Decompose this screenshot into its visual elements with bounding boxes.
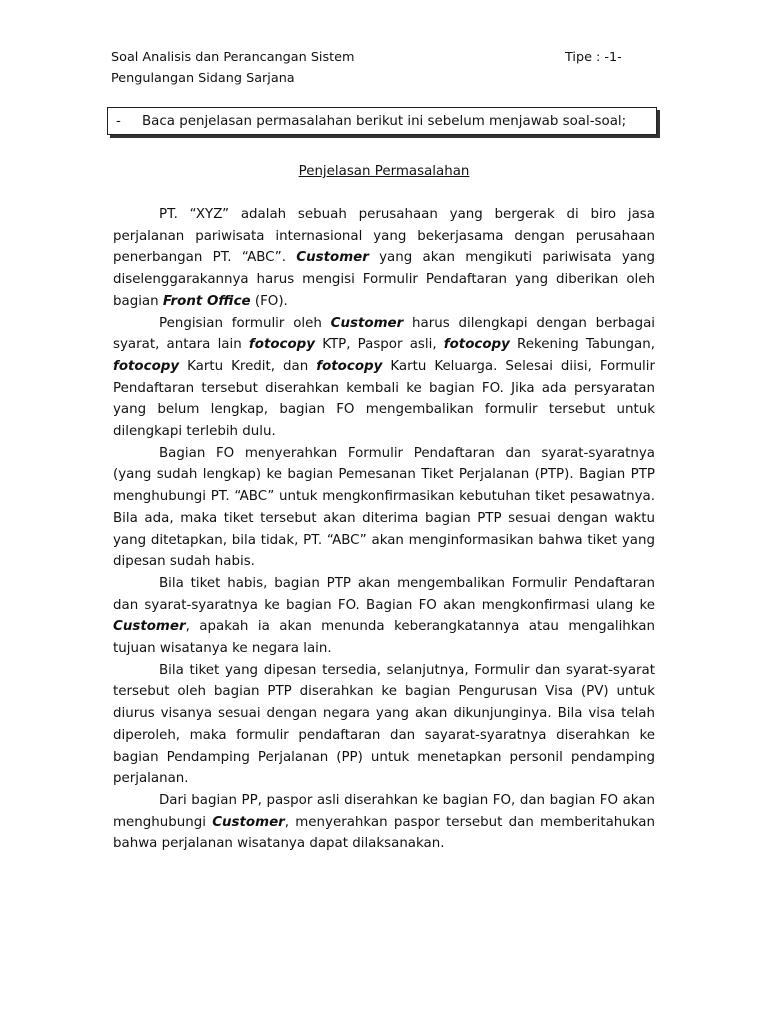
paragraph-text: (FO). — [250, 293, 288, 309]
paragraph — [113, 573, 655, 660]
exam-title: Pengulangan Sidang Sarjana — [111, 71, 295, 86]
emphasized-term: fotocopy — [316, 358, 383, 374]
paragraph — [113, 313, 655, 443]
paragraph — [113, 443, 655, 573]
paragraph-text: KTP, Paspor asli, — [315, 337, 444, 353]
problem-description — [113, 204, 655, 855]
paragraph — [113, 790, 655, 855]
paragraph-text: Bagian FO menyerahkan Formulir Pendaftaran dan syarat-syaratnya (yang sudah lengkap) ke bagian Pemesanan Tiket Perjalanan (PTP). Bagian PTP menghubungi PT. “ABC” untuk mengkonfirmasikan kebutuhan tiket pesawatnya. Bila ada, maka tiket tersebut akan diterima bagian PTP sesuai dengan waktu yang ditetapkan, bila tidak, PT. “ABC” akan menginformasikan bahwa tiket yang dipesan sudah habis. — [113, 445, 655, 570]
instruction-bullet: - — [116, 113, 121, 129]
paragraph-text: Bila tiket habis, bagian PTP akan mengembalikan Formulir Pendaftaran dan syarat-syaratnya ke bagian FO. Bagian FO akan mengkonfirmasi ulang ke — [113, 575, 655, 613]
paragraph-text: Rekening Tabungan, — [509, 337, 655, 353]
paragraph-text: harus dilengkapi dengan berbagai syarat, antara lain — [113, 315, 655, 353]
course-title: Soal Analisis dan Perancangan Sistem — [111, 50, 355, 65]
paragraph-text: Bila tiket yang dipesan tersedia, selanjutnya, Formulir dan syarat-syarat tersebut oleh bagian PTP diserahkan ke bagian Pengurusan Visa (PV) untuk diurus visanya sesuai dengan negara yang akan dikunjunginya. Bila visa telah diperoleh, maka formulir pendaftaran dan sayarat-syaratnya diserahkan ke bagian Pendamping Perjalanan (PP) untuk menetapkan personil pendamping perjalanan. — [113, 662, 655, 787]
paragraph-text: Pengisian formulir oleh — [159, 315, 331, 331]
instruction-box — [107, 107, 657, 135]
emphasized-term: Front Office — [162, 293, 251, 309]
paragraph-text: PT. “XYZ” adalah sebuah perusahaan yang bergerak di biro jasa perjalanan pariwisata internasional yang bekerjasama dengan perusahaan penerbangan PT. “ABC”. — [113, 207, 655, 266]
emphasized-term: fotocopy — [248, 337, 315, 353]
paragraph-text: yang akan mengikuti pariwisata yang diselenggarakannya harus mengisi Formulir Pendaftaran yang diberikan oleh bagian — [113, 250, 655, 309]
paragraph-text: Dari bagian PP, paspor asli diserahkan ke bagian FO, dan bagian FO akan menghubungi — [113, 792, 655, 830]
emphasized-term: Customer — [296, 250, 369, 266]
exam-type: Tipe : -1- — [565, 50, 622, 65]
emphasized-term: Customer — [330, 315, 404, 331]
paragraph — [113, 660, 655, 790]
emphasized-term: fotocopy — [443, 337, 510, 353]
paragraph-text: Kartu Kredit, dan — [179, 358, 317, 374]
paragraph-text: Kartu Keluarga. Selesai diisi, Formulir Pendaftaran tersebut diserahkan kembali ke bagian FO. Jika ada persyaratan yang belum lengkap, bagian FO mengembalikan formulir tersebut untuk dilengkapi terlebih dulu. — [113, 358, 655, 440]
paragraph-text: , apakah ia akan menunda keberangkatannya atau mengalihkan tujuan wisatanya ke negara lain. — [113, 619, 655, 657]
section-title: Penjelasan Permasalahan — [298, 164, 470, 179]
instruction-text: Baca penjelasan permasalahan berikut ini sebelum menjawab soal-soal; — [142, 113, 627, 129]
emphasized-term: fotocopy — [113, 358, 180, 374]
paragraph-text: , menyerahkan paspor tersebut dan memberitahukan bahwa perjalanan wisatanya dapat dilaksanakan. — [113, 814, 655, 852]
emphasized-term: Customer — [212, 814, 285, 830]
paragraph — [113, 204, 655, 313]
emphasized-term: Customer — [113, 619, 186, 635]
